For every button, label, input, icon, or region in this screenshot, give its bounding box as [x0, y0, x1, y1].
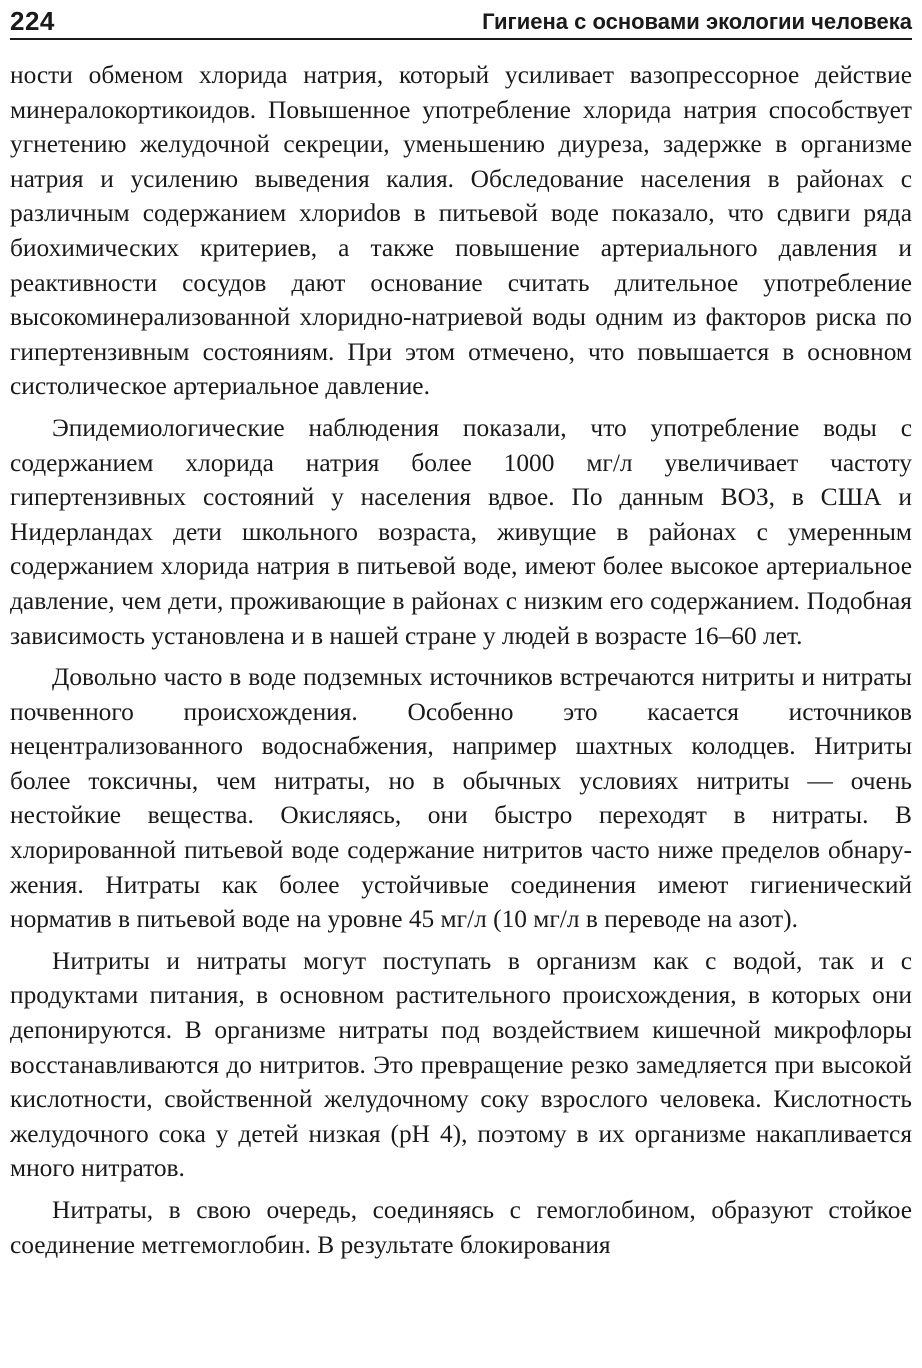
- body-text: [10, 58, 912, 1269]
- page-number: 224: [10, 6, 55, 36]
- paragraph-continuation: ности обменом хлорида натрия, который усиливает вазопрессорное действие минералокортикоидов. Повышенное употребление хлорида натрия способствует угнетению желудочной секреции, уменьшению диуреза, задержке в организме натрия и усилению выведения калия. Обследование населения в районах с различным содержанием хлориdов в питьевой воде показало, что сдвиги ряда биохимических критериев, а также повышение артериального давления и реактивности сосудов дают основание считать длительное употребление высокоминерализованной хлоридно-натриевой воды одним из факторов риска по гипертензивным состояниям. При этом отмечено, что повышается в основном систолическое артериальное давление.: [10, 61, 912, 401]
- running-title: Гигиена с основами экологии человека: [482, 9, 912, 34]
- paragraph-methemoglobin: Нитраты, в свою очередь, соединяясь с гемоглобином, образуют стойкое соединение метгемоглобин. В результате блокирования: [10, 1196, 912, 1259]
- paragraph-epidemiology: Эпидемиологические наблюдения показали, что употребление воды с содержанием хлорида натрия более 1000 мг/л увеличивает частоту гипертензивных состояний у населения вдвое. По данным ВОЗ, в США и Нидерландах дети школьного возраста, живущие в районах с умеренным содержанием хлорида натрия в питьевой воде, имеют более высокое артериальное давление, чем дети, проживающие в районах с низким его содержанием. Подобная зависимость установлена и в нашей стране у людей в возрасте 16–60 лет.: [10, 413, 912, 650]
- page-header: [10, 4, 912, 40]
- paragraph-nitrites-sources: Довольно часто в воде подземных источников встречаются нитриты и нитраты почвенного происхождения. Особенно это касается источников нецентрализованного водоснабжения, например шахтных колодцев. Нитриты более токсичны, чем нитраты, но в обычных условиях нитриты — очень нестойкие вещества. Окисляясь, они быстро переходят в нитраты. В хлорированной питьевой воде содержание нитритов часто ниже пределов обнаружения. Нитраты как более устойчивые соединения имеют гигиенический норматив в питьевой воде на уровне 45 мг/л (10 мг/л в переводе на азот).: [10, 663, 912, 934]
- paragraph-nitrites-intake: Нитриты и нитраты могут поступать в организм как с водой, так и с продуктами питания, в основном растительного происхождения, в которых они депонируются. В организме нитраты под воздействием кишечной микрофлоры восстанавливаются до нитритов. Это превращение резко замедляется при высокой кислотности, свойственной желудочному соку взрослого человека. Кислотность желудочного сока у детей низкая (pH 4), поэтому в их организме накапливается много нитратов.: [10, 946, 912, 1183]
- book-page: [10, 0, 912, 1368]
